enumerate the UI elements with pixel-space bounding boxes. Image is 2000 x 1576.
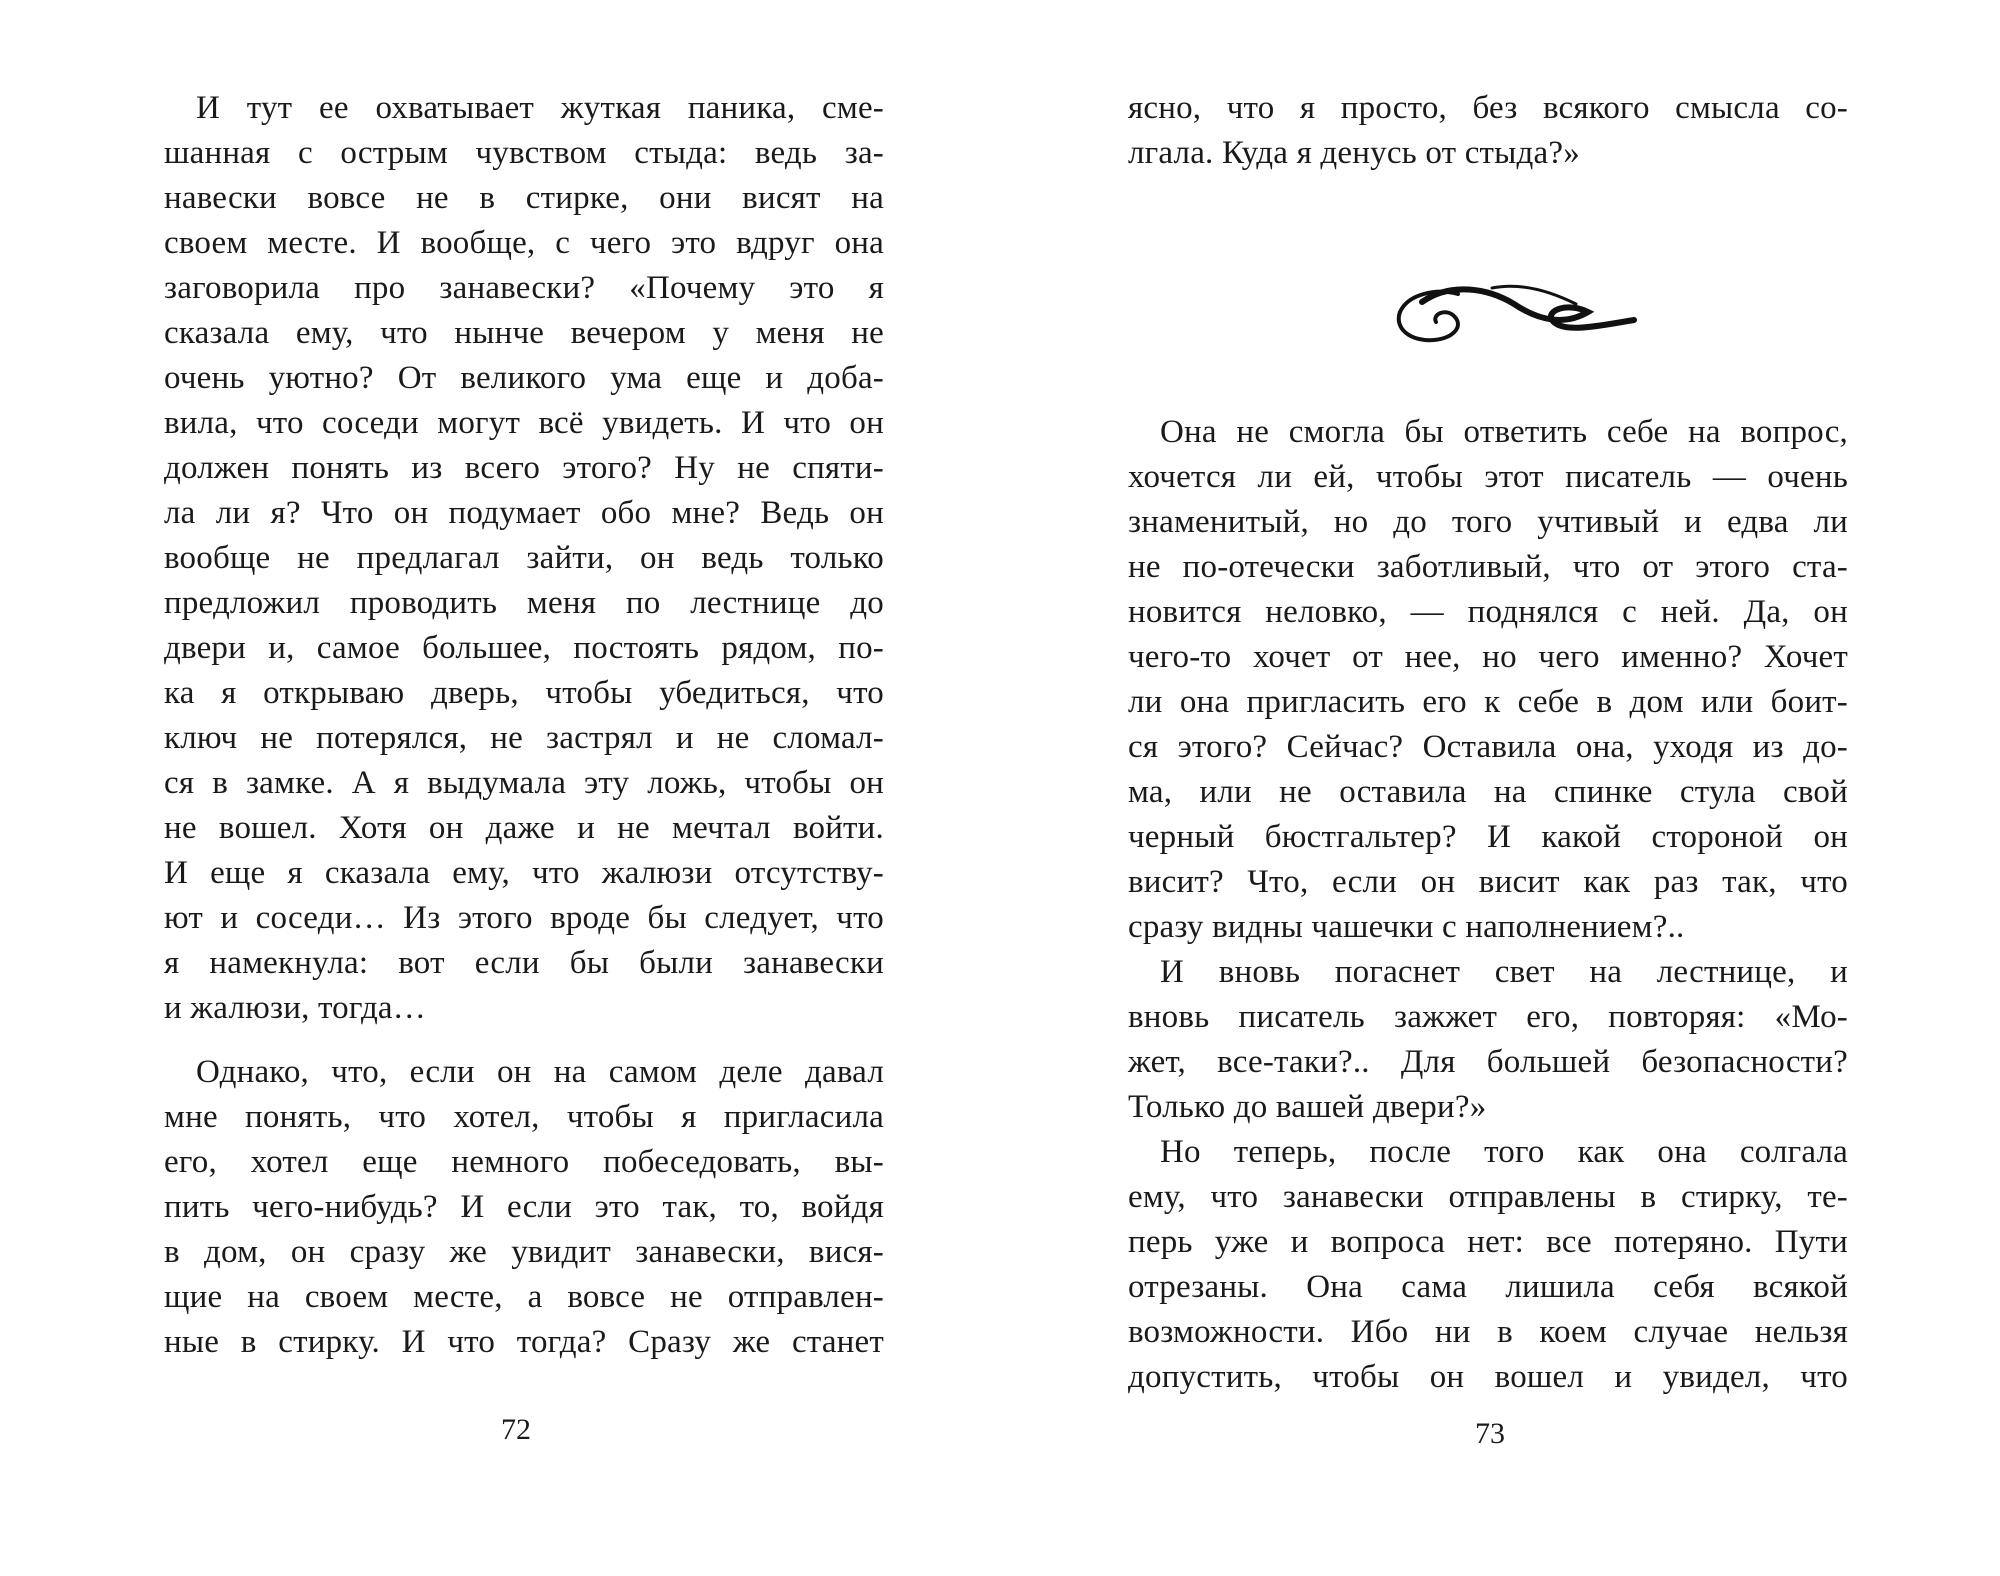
text-line: Только до вашей двери?» <box>1128 1089 1487 1125</box>
text-line: висит? Что, если он висит как раз так, что <box>1128 864 1848 900</box>
text-line: ся этого? Сейчас? Оставила она, уходя из до- <box>1128 729 1848 765</box>
text-line: И еще я сказала ему, что жалюзи отсутству- <box>164 855 884 891</box>
text-line: Она не смогла бы ответить себе на вопрос, <box>1160 414 1848 450</box>
swirl-flourish-icon <box>1392 268 1642 352</box>
text-line: не по-отечески заботливый, что от этого ста- <box>1128 549 1848 585</box>
text-line: сразу видны чашечки с наполнением?.. <box>1128 909 1685 945</box>
text-line: я намекнула: вот если бы были занавески <box>164 945 884 981</box>
text-line: вообще не предлагал зайти, он ведь только <box>164 540 884 576</box>
text-line: не вошел. Хотя он даже и не мечтал войти. <box>164 810 884 846</box>
text-line: ка я открываю дверь, чтобы убедиться, что <box>164 675 884 711</box>
text-line: ла ли я? Что он подумает обо мне? Ведь он <box>164 495 884 531</box>
text-line: отрезаны. Она сама лишила себя всякой <box>1128 1269 1848 1305</box>
text-line: своем месте. И вообще, с чего это вдруг она <box>164 225 884 261</box>
text-line: вила, что соседи могут всё увидеть. И что он <box>164 405 884 441</box>
text-line: предложил проводить меня по лестнице до <box>164 585 884 621</box>
text-line: ма, или не оставила на спинке стула свой <box>1128 774 1848 810</box>
text-line: чего-то хочет от нее, но чего именно? Хочет <box>1128 639 1848 675</box>
text-line: в дом, он сразу же увидит занавески, вися- <box>164 1234 884 1270</box>
text-line: ся в замке. А я выдумала эту ложь, чтобы он <box>164 765 884 801</box>
text-line: новится неловко, — поднялся с ней. Да, он <box>1128 594 1848 630</box>
text-line: лгала. Куда я денусь от стыда?» <box>1128 135 1580 171</box>
text-line: навески вовсе не в стирке, они висят на <box>164 180 884 216</box>
page-number: 72 <box>501 1413 531 1446</box>
text-line: вновь писатель зажжет его, повторяя: «Мо- <box>1128 999 1848 1035</box>
text-line: хочется ли ей, чтобы этот писатель — очень <box>1128 459 1848 495</box>
text-line: заговорила про занавески? «Почему это я <box>164 270 884 306</box>
page-number: 73 <box>1475 1417 1505 1450</box>
text-line: ные в стирку. И что тогда? Сразу же станет <box>164 1324 884 1360</box>
text-line: сказала ему, что нынче вечером у меня не <box>164 315 884 351</box>
text-line: ключ не потерялся, не застрял и не сломал- <box>164 720 884 756</box>
text-line: щие на своем месте, а вовсе не отправлен- <box>164 1279 884 1315</box>
text-line: ему, что занавески отправлены в стирку, те- <box>1128 1179 1848 1215</box>
text-line: Однако, что, если он на самом деле давал <box>196 1054 884 1090</box>
text-line: шанная с острым чувством стыда: ведь за- <box>164 135 884 171</box>
text-line: возможности. Ибо ни в коем случае нельзя <box>1128 1314 1848 1350</box>
text-line: пить чего-нибудь? И если это так, то, войдя <box>164 1189 884 1225</box>
text-line: И тут ее охватывает жуткая паника, сме- <box>196 90 884 126</box>
text-line: знаменитый, но до того учтивый и едва ли <box>1128 504 1848 540</box>
right-page <box>1000 0 2000 1576</box>
text-line: и жалюзи, тогда… <box>164 990 426 1026</box>
text-line: двери и, самое большее, постоять рядом, по- <box>164 630 884 666</box>
text-line: черный бюстгальтер? И какой стороной он <box>1128 819 1848 855</box>
text-line: ясно, что я просто, без всякого смысла со- <box>1128 90 1848 126</box>
text-line: его, хотел еще немного побеседовать, вы- <box>164 1144 884 1180</box>
text-line: перь уже и вопроса нет: все потеряно. Пути <box>1128 1224 1848 1260</box>
text-line: ли она пригласить его к себе в дом или боит- <box>1128 684 1848 720</box>
text-line: ют и соседи… Из этого вроде бы следует, что <box>164 900 884 936</box>
text-line: очень уютно? От великого ума еще и доба- <box>164 360 884 396</box>
text-line: мне понять, что хотел, чтобы я пригласила <box>164 1099 884 1135</box>
text-line: допустить, чтобы он вошел и увидел, что <box>1128 1359 1848 1395</box>
text-line: должен понять из всего этого? Ну не спяти- <box>164 450 884 486</box>
text-line: Но теперь, после того как она солгала <box>1160 1134 1848 1170</box>
text-line: И вновь погаснет свет на лестнице, и <box>1160 954 1848 990</box>
text-line: жет, все-таки?.. Для большей безопасности? <box>1128 1044 1848 1080</box>
